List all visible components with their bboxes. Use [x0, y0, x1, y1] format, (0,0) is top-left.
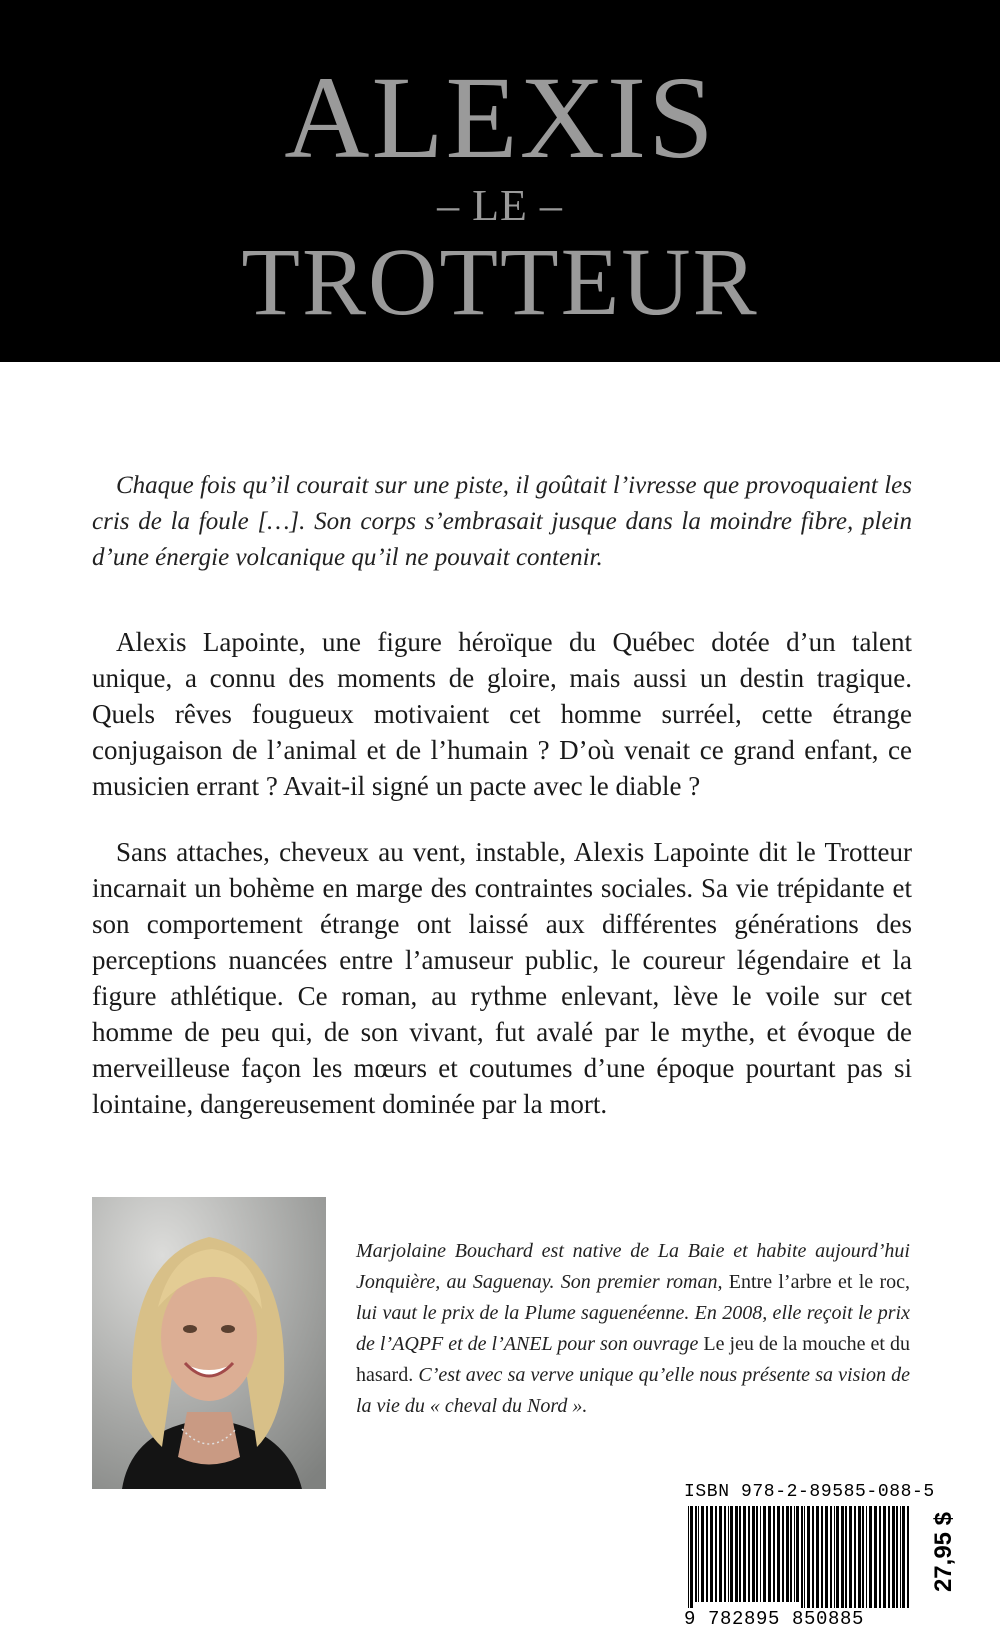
summary-paragraph-1: Alexis Lapointe, une figure héroïque du Québec dotée d’un talent unique, a connu des moments de gloire, mais aussi un destin tragique. Quels rêves fougueux motivaient cet homme surréel, cette étrange conjugaison de l’animal et de l’humain ? D’où venait ce grand enfant, ce musicien errant ? Avait-il signé un pacte avec le diable ? — [92, 627, 912, 801]
barcode-bar — [735, 1506, 738, 1602]
barcode-bar — [825, 1506, 828, 1608]
barcode-bar — [690, 1506, 693, 1608]
barcode-bar — [724, 1506, 726, 1602]
barcode-bar — [845, 1506, 847, 1608]
barcode-bar — [710, 1506, 713, 1602]
barcode-bar — [907, 1506, 909, 1608]
barcode — [684, 1506, 914, 1608]
author-bio-text-1: Marjolaine Bouchard est native de La Baie et habite aujourd’hui Jonquière, au Saguenay. Son premier roman, — [356, 1240, 910, 1293]
barcode-bar — [773, 1506, 775, 1602]
barcode-bar — [790, 1506, 792, 1602]
barcode-bar — [879, 1506, 881, 1608]
barcode-bar — [801, 1506, 803, 1608]
cover-header — [0, 0, 1000, 362]
barcode-bar — [701, 1506, 704, 1602]
barcode-bar — [816, 1506, 819, 1608]
barcode-bar — [688, 1506, 689, 1608]
barcode-bar — [768, 1506, 771, 1602]
barcode-bar — [896, 1506, 898, 1608]
author-bio-book-1: Entre l’arbre et le roc, — [728, 1271, 910, 1293]
author-photo — [92, 1197, 326, 1489]
barcode-bar — [730, 1506, 733, 1602]
barcode-bar — [743, 1506, 746, 1602]
summary-paragraph-2: Sans attaches, cheveux au vent, instable, Alexis Lapointe dit le Trotteur incarnait un bohème en marge des contraintes sociales. Sa vie trépidante et son comportement étrange ont laissé aux différentes générations des perceptions nuancées entre l’amuseur public, le coureur légendaire et la figure athlétique. Ce roman, au rythme enlevant, lève le voile sur cet homme de peu qui, de son vivant, fut avalé par le mythe, et évoque de merveilleuse façon les mœurs et coutumes d’une époque pourtant pas si lointaine, dangereusement dominée par la mort. — [92, 837, 912, 1119]
barcode-bar — [695, 1506, 697, 1602]
barcode-bar — [752, 1506, 755, 1602]
author-bio-text-3: C’est avec sa verve unique qu’elle nous présente sa vision de la vie du « cheval du Nord ». — [356, 1364, 910, 1417]
barcode-bar — [862, 1506, 864, 1608]
barcode-bar — [858, 1506, 861, 1608]
barcode-bar — [869, 1506, 872, 1608]
barcode-bar — [883, 1506, 886, 1608]
barcode-bar — [834, 1506, 835, 1608]
book-title-trotteur: TROTTEUR — [241, 228, 759, 335]
barcode-bar — [900, 1506, 901, 1608]
barcode-bar — [804, 1506, 805, 1608]
barcode-bar — [830, 1506, 832, 1608]
barcode-digits: 9 782895 850885 — [684, 1608, 865, 1630]
barcode-bar — [715, 1506, 717, 1602]
barcode-bar — [836, 1506, 839, 1608]
barcode-bar — [841, 1506, 844, 1608]
barcode-bar — [706, 1506, 708, 1602]
book-title-le: – LE – — [437, 181, 563, 230]
barcode-bar — [807, 1506, 810, 1608]
price-label: 27,95 $ — [930, 1511, 957, 1593]
author-bio-book-2: Le jeu de la mouche et du hasard. — [356, 1333, 910, 1386]
barcode-bar — [782, 1506, 784, 1602]
book-title-alexis: ALEXIS — [284, 52, 716, 183]
barcode-bar — [786, 1506, 789, 1602]
barcode-bar — [763, 1506, 766, 1602]
barcode-bar — [777, 1506, 780, 1602]
author-bio-text-2: lui vaut le prix de la Plume saguenéenne. En 2008, elle reçoit le prix de l’AQPF et de l’ANEL pour son ouvrage — [356, 1302, 910, 1355]
barcode-bar — [866, 1506, 867, 1608]
barcode-bar — [719, 1506, 722, 1602]
barcode-bar — [794, 1506, 795, 1602]
barcode-bar — [728, 1506, 729, 1602]
barcode-bar — [892, 1506, 895, 1608]
barcode-bar — [854, 1506, 856, 1608]
barcode-bar — [902, 1506, 905, 1608]
barcode-bar — [812, 1506, 814, 1608]
barcode-bar — [796, 1506, 799, 1602]
barcode-bar — [888, 1506, 890, 1608]
barcode-bar — [739, 1506, 741, 1602]
author-bio — [356, 1236, 910, 1422]
barcode-bar — [748, 1506, 750, 1602]
barcode-bar — [874, 1506, 877, 1608]
barcode-bar — [698, 1506, 699, 1602]
isbn-label: ISBN 978-2-89585-088-5 — [684, 1482, 935, 1502]
excerpt-quote: Chaque fois qu’il courait sur une piste, il goûtait l’ivresse que provoquaient les cris de la foule […]. Son corps s’embrasait jusque dans la moindre fibre, plein d’une énergie volcanique qu’il ne pouvait contenir. — [92, 472, 912, 571]
barcode-bar — [760, 1506, 761, 1602]
barcode-bar — [849, 1506, 852, 1608]
barcode-bar — [821, 1506, 823, 1608]
barcode-bar — [756, 1506, 758, 1602]
